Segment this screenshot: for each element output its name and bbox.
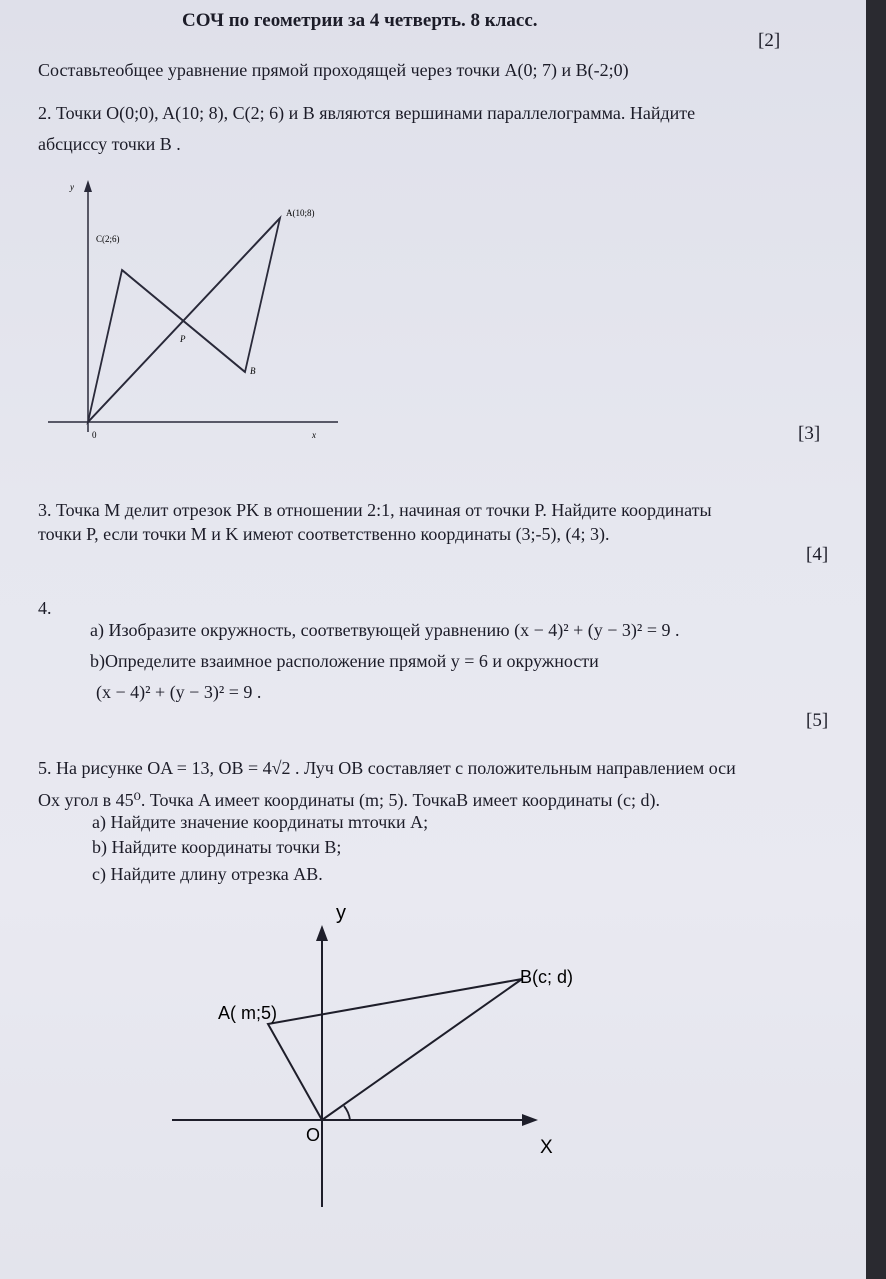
question-4-part-b-equation: (x − 4)² + (y − 3)² = 9 . [96,682,262,702]
question-5-line-2: Ox угол в 45⁰. Точка A имеет координаты (m; 5). ТочкаB имеет координаты (c; d). [38,790,660,810]
fig2-point-C-label: C(2;6) [96,234,120,244]
fig5-origin-label: O [306,1125,321,1145]
fig2-point-P-label: P [180,334,186,344]
triangle-OAB [268,979,522,1120]
fig5-point-B-label: B(c; d) [520,967,574,987]
fig2-y-label: y [70,182,74,192]
fig5-y-label: y [336,902,346,924]
question-1-text: Составьтеобщее уравнение прямой проходящей через точки A(0; 7) и B(-2;0) [38,60,629,80]
question-2-line-1: 2. Точки O(0;0), A(10; 8), C(2; 6) и B являются вершинами параллелограмма. Найдите [38,103,696,123]
fig5-point-A-label: A( m;5) [218,1003,278,1023]
y-axis-arrow-icon [84,180,92,192]
question-3-line-2: точки P, если точки M и K имеют соответственно координаты (3;-5), (4; 3). [38,524,610,544]
angle-45-arc [344,1106,350,1120]
question-4-number: 4. [38,598,52,618]
page-title: СОЧ по геометрии за 4 четверть. 8 класс. [182,10,538,31]
question-5-part-a: a) Найдите значение координаты mточки A; [92,812,429,832]
fig2-origin-label: 0 [92,430,97,440]
question-4-part-b: b)Определите взаимное расположение прямой y = 6 и окружности [90,651,599,671]
parallelogram-figure [0,170,360,460]
fig2-point-A-label: A(10;8) [286,208,315,218]
diagonal-CB [122,270,245,372]
question-5-part-b: b) Найдите координаты точки B; [92,837,342,857]
question-1-mark: [2] [758,30,781,51]
question-5-line-1: 5. На рисунке OA = 13, OB = 4√2 . Луч OB составляет с положительным направлением оси [38,758,736,778]
question-4-part-a: а) Изобразите окружность, соответвующей уравнению (x − 4)² + (y − 3)² = 9 . [90,620,680,640]
question-3-mark: [4] [806,544,829,565]
question-3-line-1: 3. Точка M делит отрезок PK в отношении 2:1, начиная от точки P. Найдите координаты [38,500,712,520]
fig5-x-axis-arrow-icon [522,1114,538,1126]
triangle-figure [160,895,600,1215]
diagonal-OA [88,218,280,422]
question-4-mark: [5] [806,710,829,731]
fig5-y-axis-arrow-icon [316,925,328,941]
question-2-line-2: абсциссу точки B . [38,134,181,154]
fig5-x-label: X [540,1137,553,1158]
fig2-point-B-label: B [250,366,256,376]
fig2-x-label: x [312,430,316,440]
question-2-mark: [3] [798,423,821,444]
question-5-part-c: c) Найдите длину отрезка AB. [92,864,323,884]
